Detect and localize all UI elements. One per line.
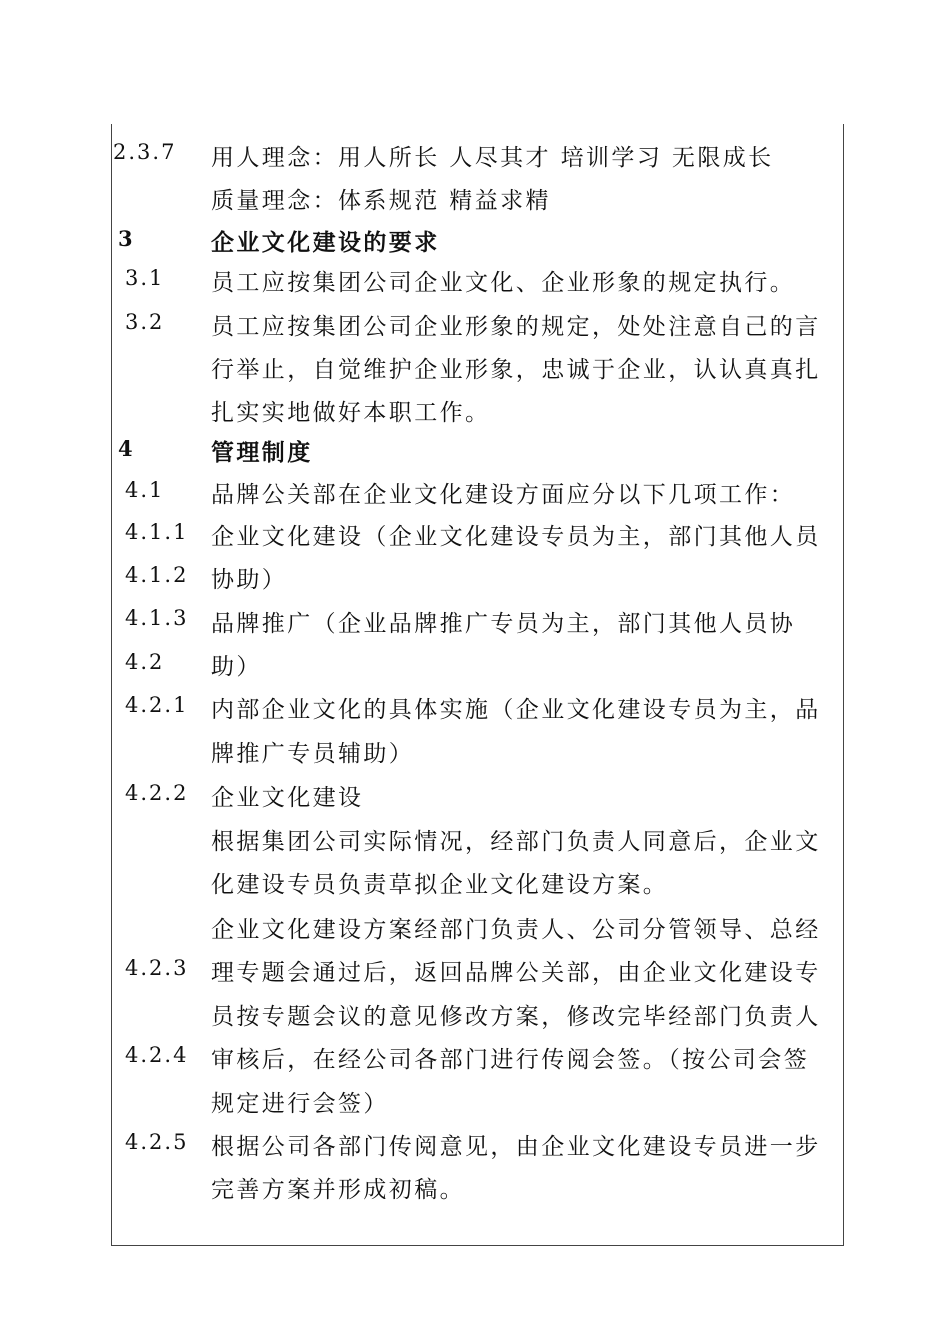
text-line: 企业文化建设方案经部门负责人、公司分管领导、总经 — [211, 917, 821, 943]
section-number: 2.3.7 — [113, 140, 177, 164]
text-line: 品牌公关部在企业文化建设方面应分以下几项工作： — [211, 482, 796, 508]
text-line: 协助） — [211, 567, 288, 593]
section-number: 4.2.4 — [125, 1043, 189, 1067]
section-number: 4.2.5 — [125, 1130, 189, 1154]
section-number: 4.1 — [125, 478, 165, 502]
text-line: 审核后，在经公司各部门进行传阅会签。（按公司会签 — [211, 1047, 810, 1073]
text-line: 助） — [211, 654, 262, 680]
text-line: 行举止，自觉维护企业形象，忠诚于企业，认认真真扎 — [211, 357, 821, 383]
text-line: 理专题会通过后，返回品牌公关部，由企业文化建设专 — [211, 960, 821, 986]
section-number: 4.2 — [125, 650, 165, 674]
text-line: 内部企业文化的具体实施（企业文化建设专员为主，品 — [211, 697, 821, 723]
text-line: 牌推广专员辅助） — [211, 741, 415, 767]
section-number: 3.1 — [125, 266, 165, 290]
text-line: 品牌推广（企业品牌推广专员为主，部门其他人员协 — [211, 611, 796, 637]
section-heading: 管理制度 — [211, 439, 313, 466]
text-line: 扎实实地做好本职工作。 — [211, 400, 491, 426]
text-line: 员按专题会议的意见修改方案，修改完毕经部门负责人 — [211, 1004, 821, 1030]
section-number: 4.2.2 — [125, 781, 189, 805]
text-line: 员工应按集团公司企业文化、企业形象的规定执行。 — [211, 270, 796, 296]
section-number: 4 — [118, 436, 133, 461]
text-line: 用人理念：用人所长 人尽其才 培训学习 无限成长 — [211, 145, 774, 171]
text-line: 质量理念：体系规范 精益求精 — [211, 188, 551, 214]
section-number: 3 — [118, 226, 133, 251]
text-line: 根据公司各部门传阅意见，由企业文化建设专员进一步 — [211, 1134, 821, 1160]
section-number: 4.2.3 — [125, 956, 189, 980]
text-line: 企业文化建设 — [211, 785, 364, 811]
text-line: 化建设专员负责草拟企业文化建设方案。 — [211, 872, 669, 898]
section-number: 3.2 — [125, 310, 165, 334]
section-heading: 企业文化建设的要求 — [211, 229, 440, 256]
text-line: 企业文化建设（企业文化建设专员为主，部门其他人员 — [211, 524, 821, 550]
section-number: 4.2.1 — [125, 693, 189, 717]
text-line: 规定进行会签） — [211, 1091, 389, 1117]
text-line: 员工应按集团公司企业形象的规定，处处注意自己的言 — [211, 314, 821, 340]
text-line: 完善方案并形成初稿。 — [211, 1177, 465, 1203]
section-number: 4.1.1 — [125, 520, 189, 544]
text-line: 根据集团公司实际情况，经部门负责人同意后，企业文 — [211, 829, 821, 855]
section-number: 4.1.2 — [125, 563, 189, 587]
section-number: 4.1.3 — [125, 606, 189, 630]
